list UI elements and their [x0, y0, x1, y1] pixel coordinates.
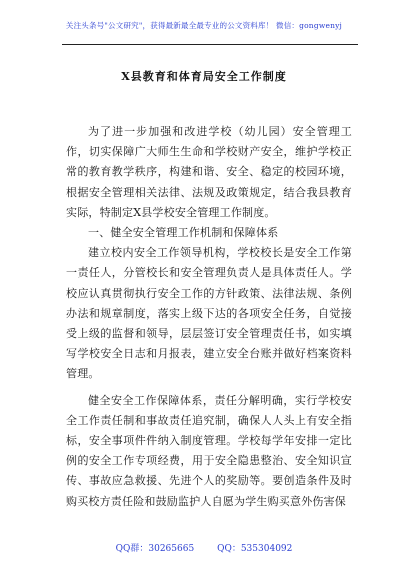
- document-body: [66, 122, 352, 512]
- footer-qq: QQ：535304092: [217, 544, 293, 554]
- intro-paragraph: 为了进一步加强和改进学校（幼儿园）安全管理工作，切实保障广大师生生命和学校财产安全，维护学校正常的教育教学秩序，构建和谐、安全、稳定的校园环境，根据安全管理相关法律、法规及政策规定，结合我县教育实际，特制定X县学校安全管理工作制度。: [66, 125, 352, 219]
- section-heading: 一、健全安全管理工作机制和保障体系: [88, 226, 279, 240]
- body-paragraph: 健全安全工作保障体系，责任分解明确，实行学校安全工作责任制和事故责任追究制，确保人人头上有安全指标，安全事项件件纳入制度管理。学校每学年安排一定比例的安全工作专项经费，用于安全隐患整治、安全知识宣传、事故应急救援、先进个人的奖励等。要创造条件及时购买校方责任险和鼓励监护人自愿为学生购买意外伤害保: [66, 393, 352, 508]
- document-title: X县教育和体育局安全工作制度: [121, 70, 287, 83]
- header-divider: [62, 44, 358, 45]
- footer-qq-group: QQ群：30265665: [115, 544, 195, 554]
- body-paragraph: 建立校内安全工作领导机构，学校校长是安全工作第一责任人，分管校长和安全管理负责人是具体责任人。学校应认真贯彻执行安全工作的方针政策、法律法规、条例办法和规章制度，落实上级下达的各项安全任务，自觉接受上级的监督和领导，层层签订安全管理责任书，如实填写学校安全日志和月报表，建立安全台账并做好档案资料管理。: [66, 246, 352, 381]
- footer-contact: [0, 541, 408, 554]
- header-promo-text: 关注头条号"公文研究"，获得最新最全最专业的公文资料库！ 微信：gongwenyj: [65, 21, 343, 30]
